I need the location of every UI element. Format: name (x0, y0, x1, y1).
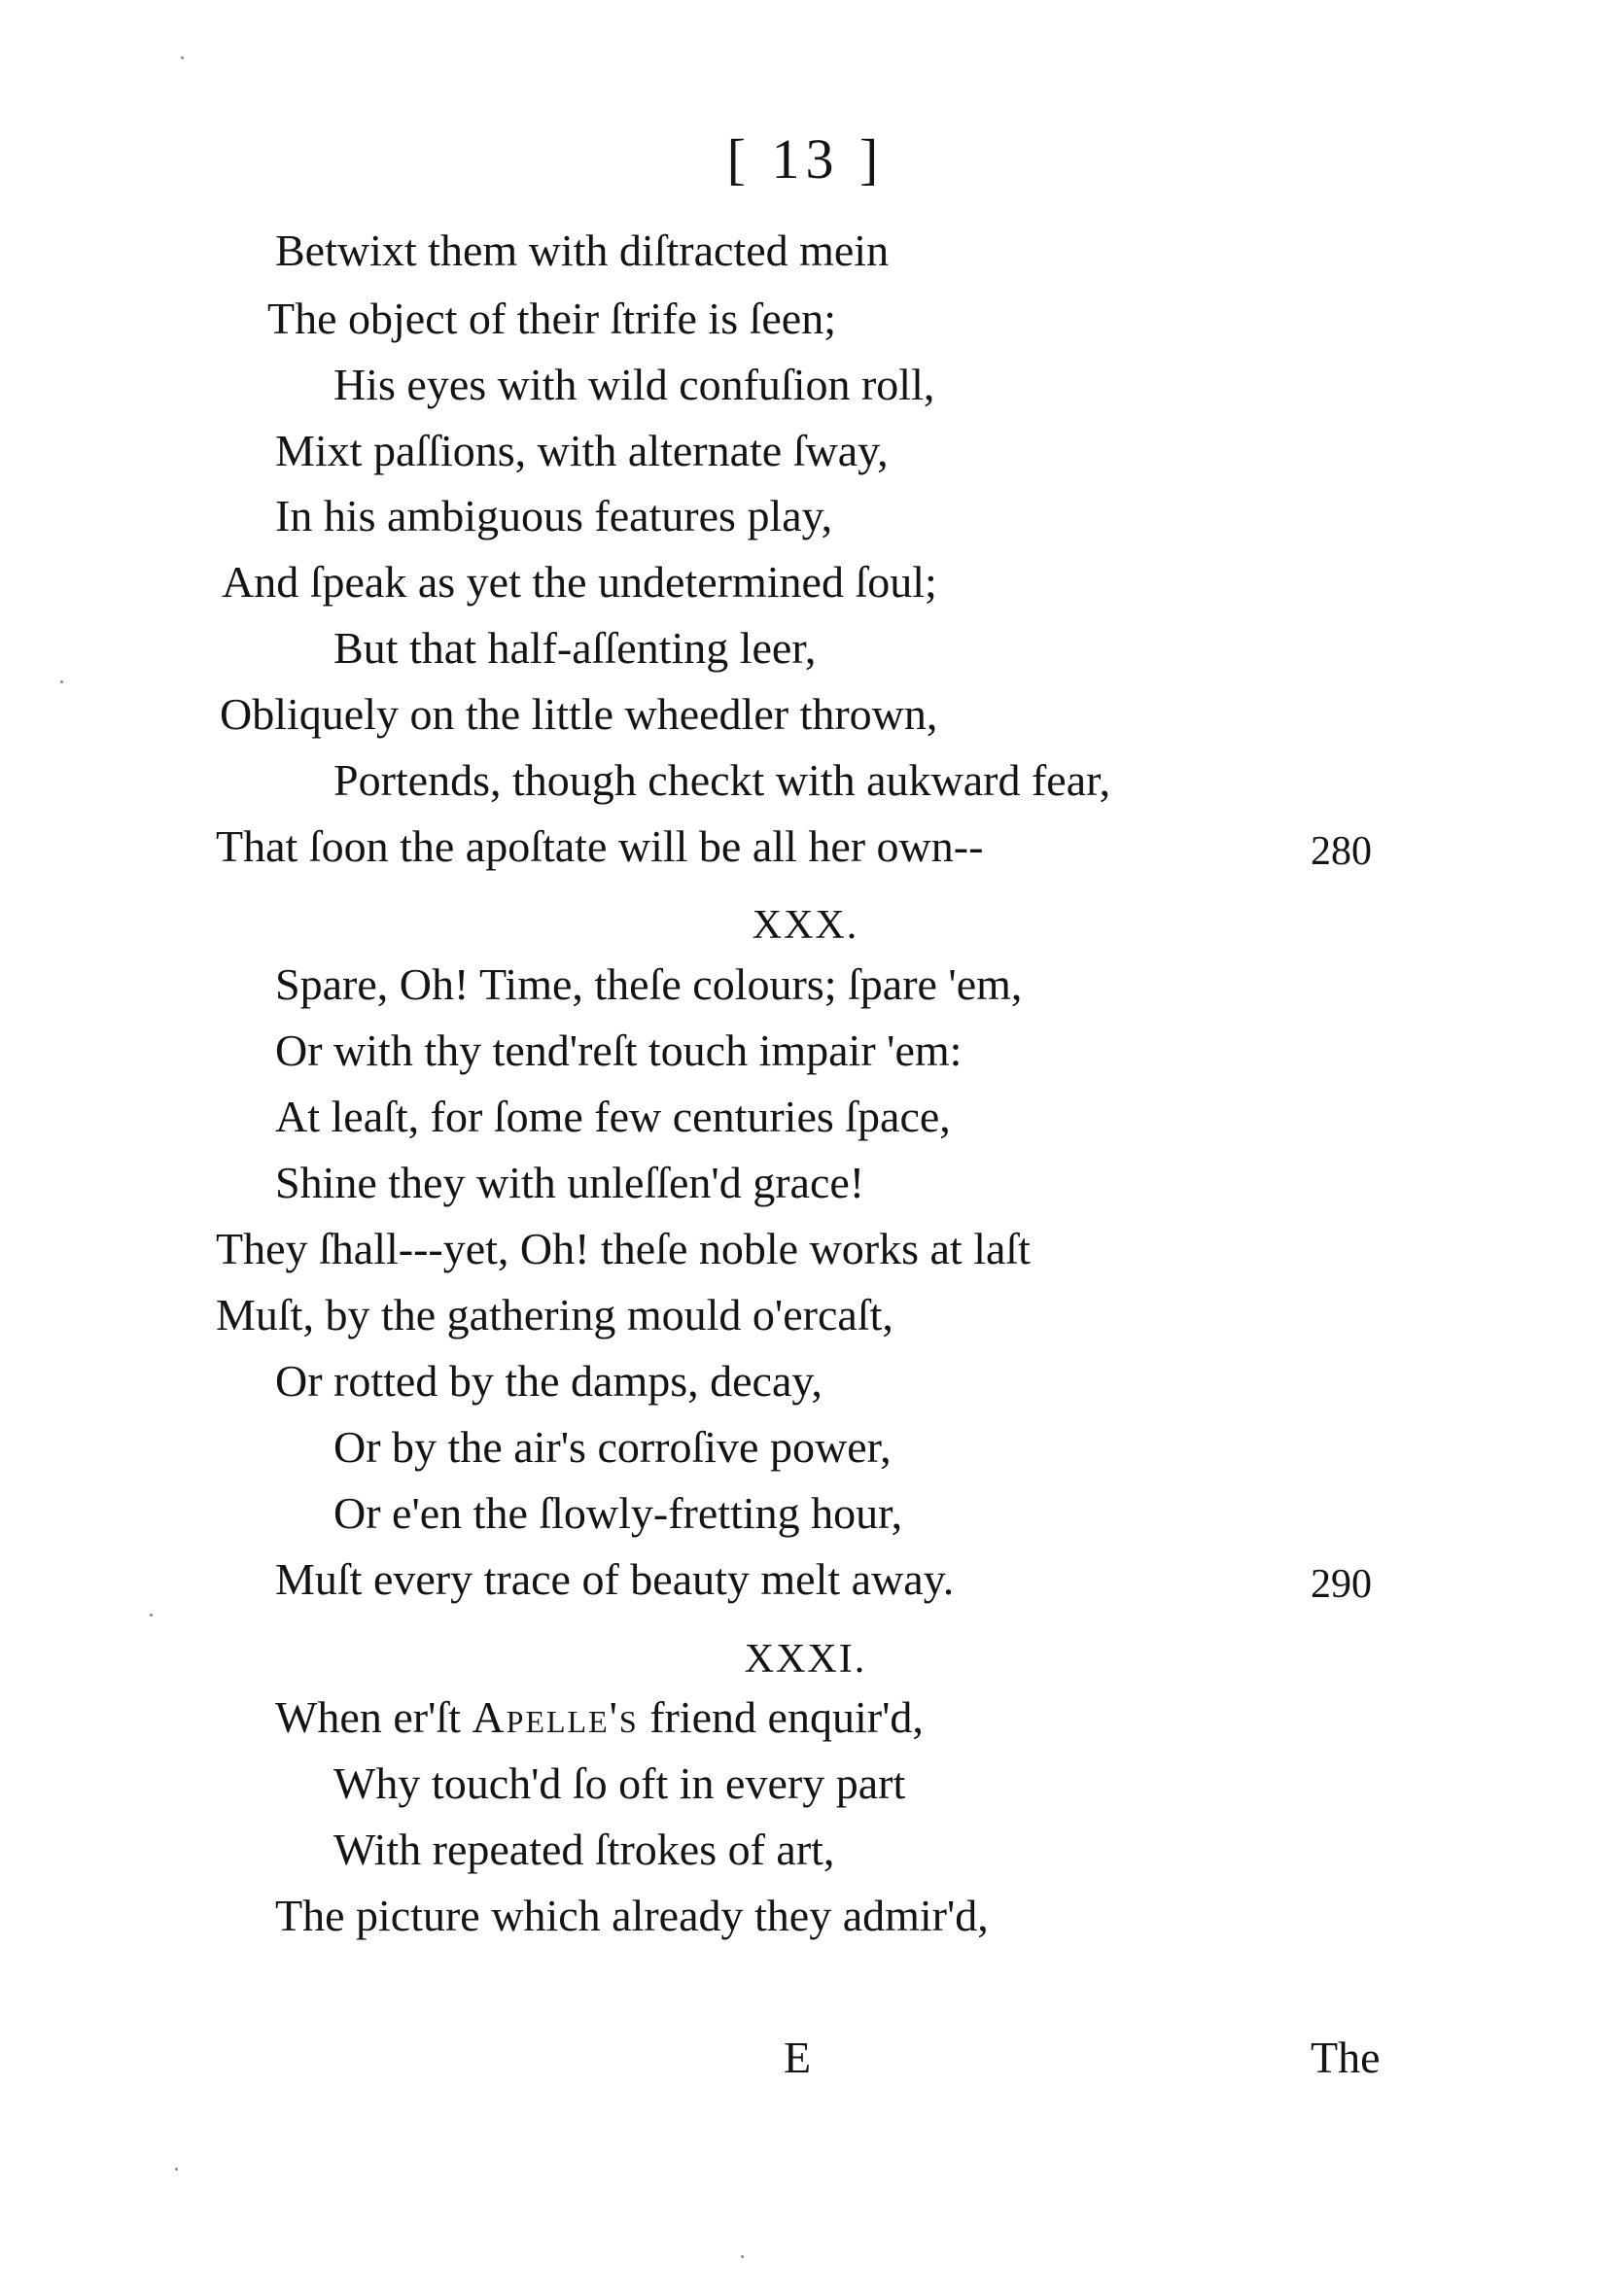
poem-line: Muſt, by the gathering mould o'ercaſt, (216, 1290, 893, 1339)
poem-line: Or rotted by the damps, decay, (275, 1356, 823, 1406)
poem-line: Muſt every trace of beauty melt away. (275, 1554, 955, 1604)
poem-line: Mixt paſſions, with alternate ſway, (275, 426, 889, 475)
poem-line: Why touch'd ſo oft in every part (333, 1758, 906, 1808)
poem-line: The object of their ſtrife is ſeen; (267, 294, 836, 343)
paper-speck (175, 2168, 178, 2171)
line-number: 280 (1311, 829, 1372, 874)
poem-line: Portends, though checkt with aukward fear, (333, 755, 1111, 805)
poem-line-start: When er'ſt (275, 1692, 473, 1742)
poem-line: In his ambiguous features play, (275, 491, 833, 540)
poem-line: Obliquely on the little wheedler thrown, (220, 689, 938, 739)
line-number: 290 (1311, 1562, 1372, 1607)
stanza-heading: XXXI. (744, 1637, 867, 1682)
poem-line: At leaſt, for ſome few centuries ſpace, (275, 1092, 951, 1141)
poem-line: With repeated ſtrokes of art, (333, 1825, 835, 1874)
paper-speck (150, 1614, 153, 1617)
signature-mark: E (784, 2033, 812, 2082)
poem-line: But that half-aſſenting leer, (333, 623, 817, 673)
poem-line: The picture which already they admir'd, (275, 1891, 989, 1940)
stanza-heading: XXX. (752, 903, 859, 948)
poem-line: Or with thy tend'reſt touch impair 'em: (275, 1026, 963, 1075)
paper-speck (60, 680, 63, 683)
poem-line: Or by the air's corroſive power, (333, 1422, 892, 1472)
poem-line: They ſhall---yet, Oh! theſe noble works at laſt (216, 1224, 1031, 1273)
poem-line: And ſpeak as yet the undetermined ſoul; (222, 557, 937, 607)
catchword: The (1311, 2033, 1381, 2082)
poem-line-end: friend enquir'd, (638, 1692, 924, 1742)
poem-line: Betwixt them with diſtracted mein (275, 226, 890, 275)
paper-speck (741, 2255, 744, 2258)
page-number-header: [ 13 ] (726, 127, 885, 191)
poem-line: His eyes with wild confuſion roll, (333, 360, 935, 409)
poem-line: That ſoon the apoſtate will be all her own-- (216, 821, 984, 871)
proper-name: Apelle's (472, 1692, 639, 1742)
poem-line: Spare, Oh! Time, theſe colours; ſpare 'em, (275, 959, 1023, 1009)
paper-speck (181, 56, 184, 59)
poem-line: Shine they with unleſſen'd grace! (275, 1158, 865, 1207)
poem-line (275, 1692, 924, 1742)
poem-line: Or e'en the ſlowly-fretting hour, (333, 1488, 903, 1538)
